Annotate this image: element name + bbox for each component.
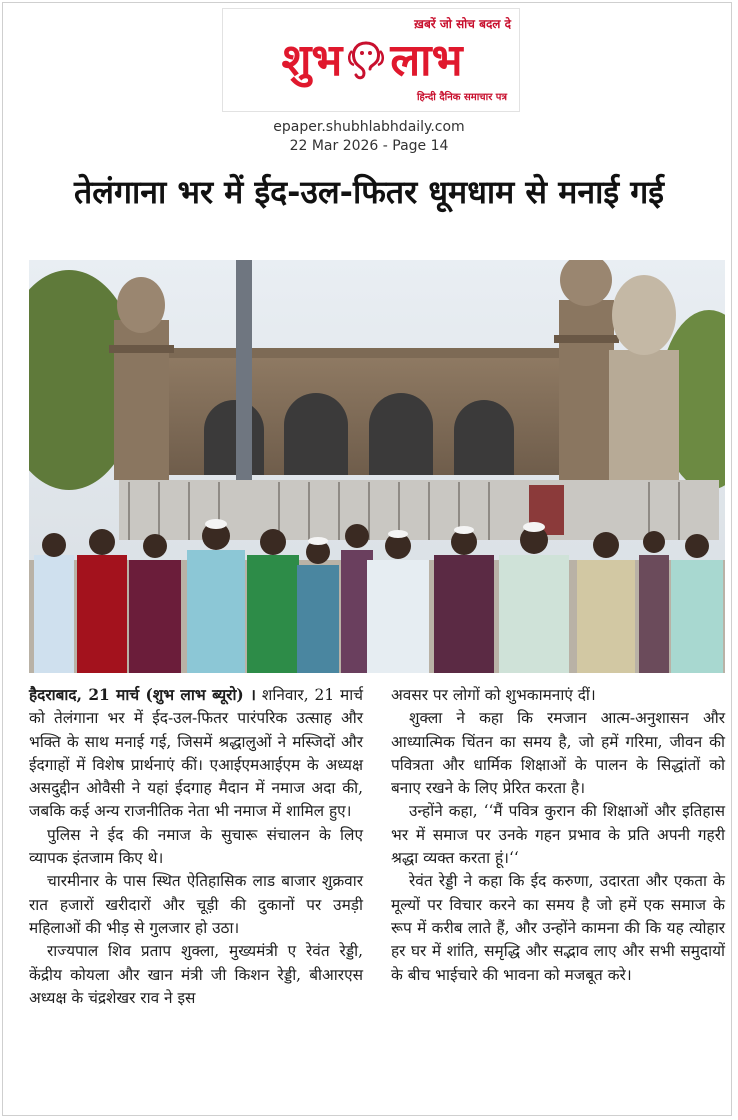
logo-word-left: शुभ	[281, 35, 343, 86]
masthead-tagline: ख़बरें जो सोच बदल दे	[414, 17, 511, 31]
article-paragraph: उन्होंने कहा, ‘‘मैं पवित्र कुरान की शिक्षाओं और इतिहास भर में समाज पर उनके गहन प्रभाव के प्रति अपनी गहरी श्रद्धा व्यक्त करता हूं।‘‘	[391, 802, 725, 868]
article-paragraph: पुलिस ने ईद की नमाज के सुचारू संचालन के लिए व्यापक इंतजाम किए थे।	[29, 825, 363, 868]
article-paragraph	[29, 684, 363, 824]
article-text: शनिवार, 21 मार्च को तेलंगाना भर में ईद-उल-फितर पारंपरिक उत्साह और भक्ति के साथ मनाई गई, जिसमें श्रद्धालुओं ने मस्जिदों और ईदगाहों में विशेष प्रार्थनाएं कीं। एआईएमआईएम के अध्यक्ष असदुद्दीन ओवैसी ने यहां ईदगाह मैदान में नमाज अदा की, जबकि कई अन्य राजनीतिक नेता भी नमाज में शामिल हुए।	[29, 686, 363, 821]
article-body	[29, 684, 725, 1104]
article-paragraph: चारमीनार के पास स्थित ऐतिहासिक लाड बाजार शुक्रवार रात हजारों खरीदारों और चूड़ी की दुकानों पर उमड़ी महिलाओं की भीड़ से गुलजार हो उठा।	[29, 872, 363, 937]
epaper-url: epaper.shubhlabhdaily.com	[273, 119, 465, 135]
article-paragraph: अवसर पर लोगों को शुभकामनाएं दीं।	[391, 686, 596, 704]
newspaper-logo	[229, 33, 515, 89]
masthead-subtitle: हिन्दी दैनिक समाचार पत्र	[416, 92, 507, 103]
article-column-2	[391, 684, 725, 1104]
article-column-1	[29, 684, 363, 1104]
article-paragraph: रेवंत रेड्डी ने कहा कि ईद करुणा, उदारता और एकता के मूल्यों पर विचार करने का समय है जो हमें एक समाज के रूप में करीब लाते हैं, और उन्होंने कामना की कि यह त्योहार हर घर में शांति, समृद्धि और सद्भाव लाए और सभी समुदायों के बीच भाईचारे की भावना को मजबूत करे।	[391, 872, 725, 984]
article-paragraph: शुक्ला ने कहा कि रमजान आत्म-अनुशासन और आध्यात्मिक चिंतन का समय है, जो हमें गरिमा, जीवन की पवित्रता और धार्मिक शिक्षाओं के पालन के सिद्धांतों को बनाए रखने के लिए प्रेरित करता है।	[391, 709, 725, 798]
article-photo	[29, 260, 725, 673]
article-dateline: हैदराबाद, 21 मार्च (शुभ लाभ ब्यूरो) ।	[29, 686, 256, 704]
ganesha-icon	[346, 39, 386, 83]
article-headline: तेलंगाना भर में ईद-उल-फितर धूमधाम से मनाई गई	[74, 173, 664, 211]
article-paragraph: राज्यपाल शिव प्रताप शुक्ला, मुख्यमंत्री ए रेवंत रेड्डी, केंद्रीय कोयला और खान मंत्री जी किशन रेड्डी, बीआरएस अध्यक्ष के चंद्रशेखर राव ने इस	[29, 942, 363, 1007]
logo-word-right: लाभ	[390, 35, 463, 86]
masthead	[222, 8, 520, 112]
edition-date-page: 22 Mar 2026 - Page 14	[289, 138, 449, 154]
mosque-prayer-illustration	[29, 260, 725, 673]
